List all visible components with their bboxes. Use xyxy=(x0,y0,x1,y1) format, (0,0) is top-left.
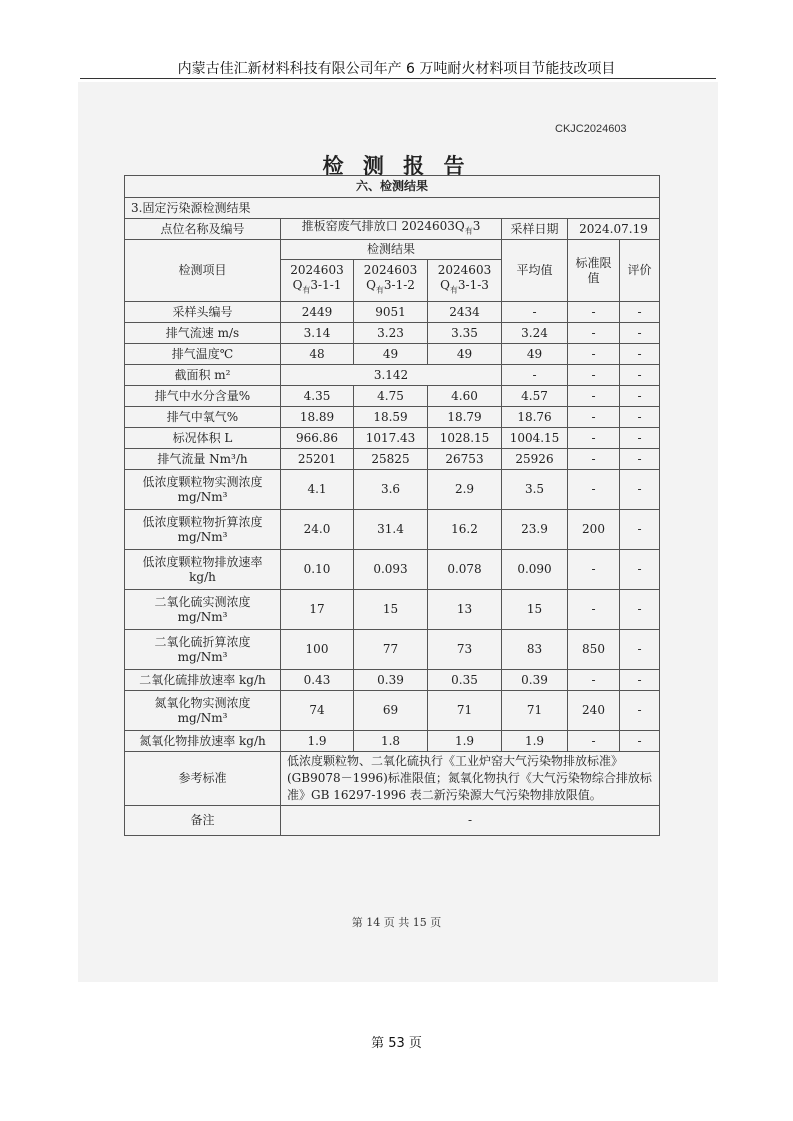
row-item-unit: mg/Nm³ xyxy=(177,609,228,624)
result-value-2: 18.59 xyxy=(354,407,428,428)
table-row xyxy=(125,449,660,470)
row-item-label xyxy=(125,590,281,630)
result-value-1: 48 xyxy=(281,344,354,365)
average-value: 23.9 xyxy=(502,510,568,550)
result-value-1: 4.35 xyxy=(281,386,354,407)
result-value-1: 18.89 xyxy=(281,407,354,428)
result-value-3: 0.35 xyxy=(428,670,502,691)
row-item-label xyxy=(125,691,281,731)
result-value-2: 3.6 xyxy=(354,470,428,510)
result-value-1: 24.0 xyxy=(281,510,354,550)
result-value-1: 17 xyxy=(281,590,354,630)
result-value-3: 3.35 xyxy=(428,323,502,344)
average-value: 25926 xyxy=(502,449,568,470)
result-value-1: 4.1 xyxy=(281,470,354,510)
row-item-label xyxy=(125,323,281,344)
row-item-text: 氮氧化物排放速率 kg/h xyxy=(139,733,266,748)
evaluation: - xyxy=(620,302,660,323)
row-item-unit: kg/h xyxy=(189,569,216,584)
result-value-3: 2.9 xyxy=(428,470,502,510)
row-item-text: 排气中氧气% xyxy=(166,409,239,424)
row-item-text: 二氧化硫实测浓度 xyxy=(154,594,251,609)
outer-page-number: 第 53 页 xyxy=(371,1036,422,1051)
standard-limit: 850 xyxy=(568,630,620,670)
table-row xyxy=(125,691,660,731)
sample-id-header xyxy=(428,260,502,302)
result-value-3: 49 xyxy=(428,344,502,365)
result-value-1: 100 xyxy=(281,630,354,670)
table-row xyxy=(125,386,660,407)
page-header: 内蒙古佳汇新材料科技有限公司年产 6 万吨耐火材料项目节能技改项目 xyxy=(177,61,616,77)
result-value-2: 31.4 xyxy=(354,510,428,550)
result-value-2: 9051 xyxy=(354,302,428,323)
standard-limit: - xyxy=(568,449,620,470)
average-value: 83 xyxy=(502,630,568,670)
result-value-3: 1.9 xyxy=(428,731,502,752)
sample-id-code: $Q_有3-1-3$ xyxy=(440,278,489,295)
standard-limit: - xyxy=(568,670,620,691)
sample-id-header xyxy=(281,260,354,302)
table-row xyxy=(125,470,660,510)
result-value-2: 0.39 xyxy=(354,670,428,691)
row-item-label xyxy=(125,670,281,691)
row-item-label xyxy=(125,428,281,449)
row-item-label xyxy=(125,731,281,752)
evaluation: - xyxy=(620,323,660,344)
average-value: 15 xyxy=(502,590,568,630)
evaluation: - xyxy=(620,670,660,691)
result-value-3: 73 xyxy=(428,630,502,670)
result-value-1: 3.14 xyxy=(281,323,354,344)
result-value-3: 0.078 xyxy=(428,550,502,590)
row-item-text: 二氧化硫折算浓度 xyxy=(154,634,251,649)
evaluation: - xyxy=(620,510,660,550)
table-row xyxy=(125,510,660,550)
average-value: 4.57 xyxy=(502,386,568,407)
row-item-text: 低浓度颗粒物折算浓度 xyxy=(142,514,263,529)
col-results-header: 检测结果 xyxy=(281,240,502,260)
sample-id-code: $Q_有3-1-2$ xyxy=(366,278,415,295)
point-value: 推板窑废气排放口 $2024603Q_有3$ xyxy=(281,219,502,240)
result-value-2: 69 xyxy=(354,691,428,731)
row-item-label xyxy=(125,470,281,510)
sample-id-number: 2024603 xyxy=(290,263,344,278)
table-row xyxy=(125,630,660,670)
evaluation: - xyxy=(620,590,660,630)
standard-limit: - xyxy=(568,428,620,449)
evaluation: - xyxy=(620,449,660,470)
evaluation: - xyxy=(620,386,660,407)
row-item-text: 标况体积 L xyxy=(172,430,233,445)
result-value-2: 1.8 xyxy=(354,731,428,752)
table-row xyxy=(125,670,660,691)
result-value-2: 1017.43 xyxy=(354,428,428,449)
sample-date-value: 2024.07.19 xyxy=(568,219,660,240)
sample-id-code: $Q_有3-1-1$ xyxy=(292,278,342,295)
standard-limit: - xyxy=(568,302,620,323)
average-value: 1.9 xyxy=(502,731,568,752)
evaluation: - xyxy=(620,428,660,449)
result-value-3: 71 xyxy=(428,691,502,731)
result-value-3: 1028.15 xyxy=(428,428,502,449)
average-value: 18.76 xyxy=(502,407,568,428)
row-item-label xyxy=(125,365,281,386)
standard-limit: - xyxy=(568,590,620,630)
row-item-label xyxy=(125,550,281,590)
table-row xyxy=(125,590,660,630)
table-row xyxy=(125,428,660,449)
result-value-3: 26753 xyxy=(428,449,502,470)
result-value-2: 0.093 xyxy=(354,550,428,590)
average-value: 3.24 xyxy=(502,323,568,344)
col-std-header: 标准限值 xyxy=(568,240,620,302)
evaluation: - xyxy=(620,630,660,670)
reference-label: 参考标准 xyxy=(125,752,281,806)
row-item-label xyxy=(125,344,281,365)
reference-text: 低浓度颗粒物、二氧化硫执行《工业炉窑大气污染物排放标准》(GB9078－1996)标准限值；氮氧化物执行《大气污染物综合排放标准》GB 16297-1996 表二新污染源大气污染物排放限值。 xyxy=(281,752,660,806)
standard-limit: - xyxy=(568,386,620,407)
section-title: 六、检测结果 xyxy=(125,176,660,198)
result-value-2: 3.23 xyxy=(354,323,428,344)
sample-date-label: 采样日期 xyxy=(502,219,568,240)
result-value-3: 16.2 xyxy=(428,510,502,550)
table-row xyxy=(125,407,660,428)
row-item-label xyxy=(125,407,281,428)
average-value: 71 xyxy=(502,691,568,731)
report-title: 检 测 报 告 xyxy=(322,154,471,178)
average-value: 0.39 xyxy=(502,670,568,691)
standard-limit: - xyxy=(568,323,620,344)
evaluation: - xyxy=(620,691,660,731)
row-item-text: 低浓度颗粒物实测浓度 xyxy=(142,474,263,489)
row-item-label xyxy=(125,449,281,470)
row-item-text: 排气流速 m/s xyxy=(165,325,240,340)
result-value-2: 4.75 xyxy=(354,386,428,407)
row-item-text: 排气中水分含量% xyxy=(154,388,251,403)
standard-limit: - xyxy=(568,344,620,365)
report-code: CKJC2024603 xyxy=(555,123,627,135)
standard-limit: 200 xyxy=(568,510,620,550)
evaluation: - xyxy=(620,731,660,752)
standard-limit: - xyxy=(568,731,620,752)
merged-value: 3.142 xyxy=(281,365,502,386)
row-item-label xyxy=(125,386,281,407)
result-value-1: 0.10 xyxy=(281,550,354,590)
standard-limit: 240 xyxy=(568,691,620,731)
col-eval-header: 评价 xyxy=(620,240,660,302)
standard-limit: - xyxy=(568,470,620,510)
results-table xyxy=(124,175,660,836)
table-row xyxy=(125,550,660,590)
result-value-3: 2434 xyxy=(428,302,502,323)
average-value: 0.090 xyxy=(502,550,568,590)
row-item-unit: mg/Nm³ xyxy=(177,489,228,504)
table-row xyxy=(125,344,660,365)
evaluation: - xyxy=(620,470,660,510)
row-item-text: 低浓度颗粒物排放速率 xyxy=(142,554,263,569)
row-item-unit: mg/Nm³ xyxy=(177,529,228,544)
result-value-2: 25825 xyxy=(354,449,428,470)
average-value: 49 xyxy=(502,344,568,365)
result-value-1: 966.86 xyxy=(281,428,354,449)
average-value: - xyxy=(502,365,568,386)
sample-id-number: 2024603 xyxy=(363,263,418,278)
table-row xyxy=(125,731,660,752)
sample-id-header xyxy=(354,260,428,302)
table-row xyxy=(125,302,660,323)
table-row xyxy=(125,365,660,386)
result-value-1: 25201 xyxy=(281,449,354,470)
remark-row xyxy=(125,806,660,836)
evaluation: - xyxy=(620,550,660,590)
row-item-unit: mg/Nm³ xyxy=(177,710,228,725)
remark-value: - xyxy=(281,806,660,836)
col-avg-header: 平均值 xyxy=(502,240,568,302)
inner-page-number: 第 14 页 共 15 页 xyxy=(351,916,442,929)
row-item-text: 排气流量 Nm³/h xyxy=(157,451,248,466)
subsection-title: 3.固定污染源检测结果 xyxy=(125,198,660,219)
evaluation: - xyxy=(620,365,660,386)
sample-id-number: 2024603 xyxy=(437,263,492,278)
evaluation: - xyxy=(620,407,660,428)
row-item-text: 氮氧化物实测浓度 xyxy=(154,695,251,710)
row-item-label xyxy=(125,630,281,670)
row-item-text: 排气温度℃ xyxy=(171,346,234,361)
result-value-1: 0.43 xyxy=(281,670,354,691)
header-divider xyxy=(80,78,716,79)
average-value: 3.5 xyxy=(502,470,568,510)
result-value-3: 13 xyxy=(428,590,502,630)
row-item-text: 截面积 m² xyxy=(174,367,231,382)
point-label: 点位名称及编号 xyxy=(125,219,281,240)
row-item-label xyxy=(125,302,281,323)
standard-limit: - xyxy=(568,365,620,386)
result-value-1: 74 xyxy=(281,691,354,731)
result-value-3: 18.79 xyxy=(428,407,502,428)
average-value: - xyxy=(502,302,568,323)
row-item-text: 采样头编号 xyxy=(172,304,233,319)
standard-limit: - xyxy=(568,550,620,590)
standard-limit: - xyxy=(568,407,620,428)
result-value-1: 1.9 xyxy=(281,731,354,752)
result-value-3: 4.60 xyxy=(428,386,502,407)
result-value-2: 49 xyxy=(354,344,428,365)
col-item-header: 检测项目 xyxy=(125,240,281,302)
table-row xyxy=(125,323,660,344)
row-item-unit: mg/Nm³ xyxy=(177,649,228,664)
result-value-2: 15 xyxy=(354,590,428,630)
remark-label: 备注 xyxy=(125,806,281,836)
result-value-1: 2449 xyxy=(281,302,354,323)
reference-row xyxy=(125,752,660,806)
average-value: 1004.15 xyxy=(502,428,568,449)
row-item-label xyxy=(125,510,281,550)
evaluation: - xyxy=(620,344,660,365)
row-item-text: 二氧化硫排放速率 kg/h xyxy=(139,672,266,687)
result-value-2: 77 xyxy=(354,630,428,670)
